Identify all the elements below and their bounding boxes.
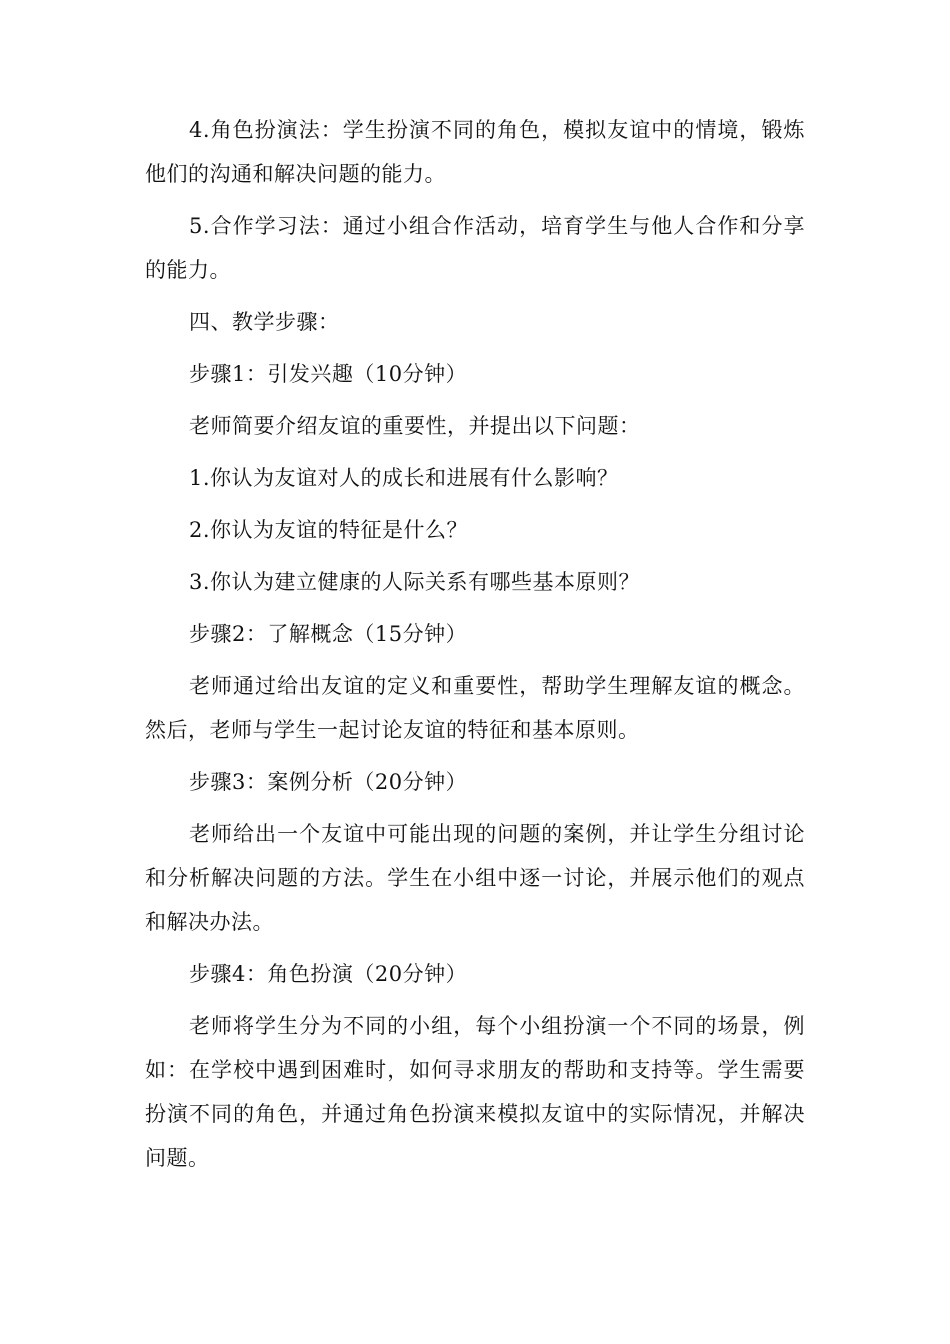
step-1-intro: 老师简要介绍友谊的重要性，并提出以下问题： — [189, 414, 641, 438]
question-1: 1.你认为友谊对人的成长和进展有什么影响？ — [189, 466, 619, 490]
step-4-heading: 步骤4：角色扮演（20分钟） — [189, 962, 468, 986]
question-3: 3.你认为建立健康的人际关系有哪些基本原则？ — [189, 570, 641, 594]
step-1-heading: 步骤1：引发兴趣（10分钟） — [189, 362, 468, 386]
step-3-heading: 步骤3：案例分析（20分钟） — [189, 770, 468, 794]
step-2-heading: 步骤2：了解概念（15分钟） — [189, 622, 468, 646]
document-body — [145, 108, 805, 1188]
question-2: 2.你认为友谊的特征是什么？ — [189, 518, 469, 542]
paragraph-cooperative-learning: 5.合作学习法：通过小组合作活动，培育学生与他人合作和分享的能力。 — [145, 214, 805, 282]
section-heading-teaching-steps: 四、教学步骤： — [189, 310, 340, 334]
step-3-body: 老师给出一个友谊中可能出现的问题的案例，并让学生分组讨论和分析解决问题的方法。学生在小组中逐一讨论，并展示他们的观点和解决办法。 — [145, 822, 805, 934]
step-2-body: 老师通过给出友谊的定义和重要性，帮助学生理解友谊的概念。然后，老师与学生一起讨论友谊的特征和基本原则。 — [145, 674, 805, 742]
step-4-body: 老师将学生分为不同的小组，每个小组扮演一个不同的场景，例如：在学校中遇到困难时，如何寻求朋友的帮助和支持等。学生需要扮演不同的角色，并通过角色扮演来模拟友谊中的实际情况，并解决问题。 — [145, 1014, 805, 1170]
paragraph-role-play-method: 4.角色扮演法：学生扮演不同的角色，模拟友谊中的情境，锻炼他们的沟通和解决问题的能力。 — [145, 118, 805, 186]
